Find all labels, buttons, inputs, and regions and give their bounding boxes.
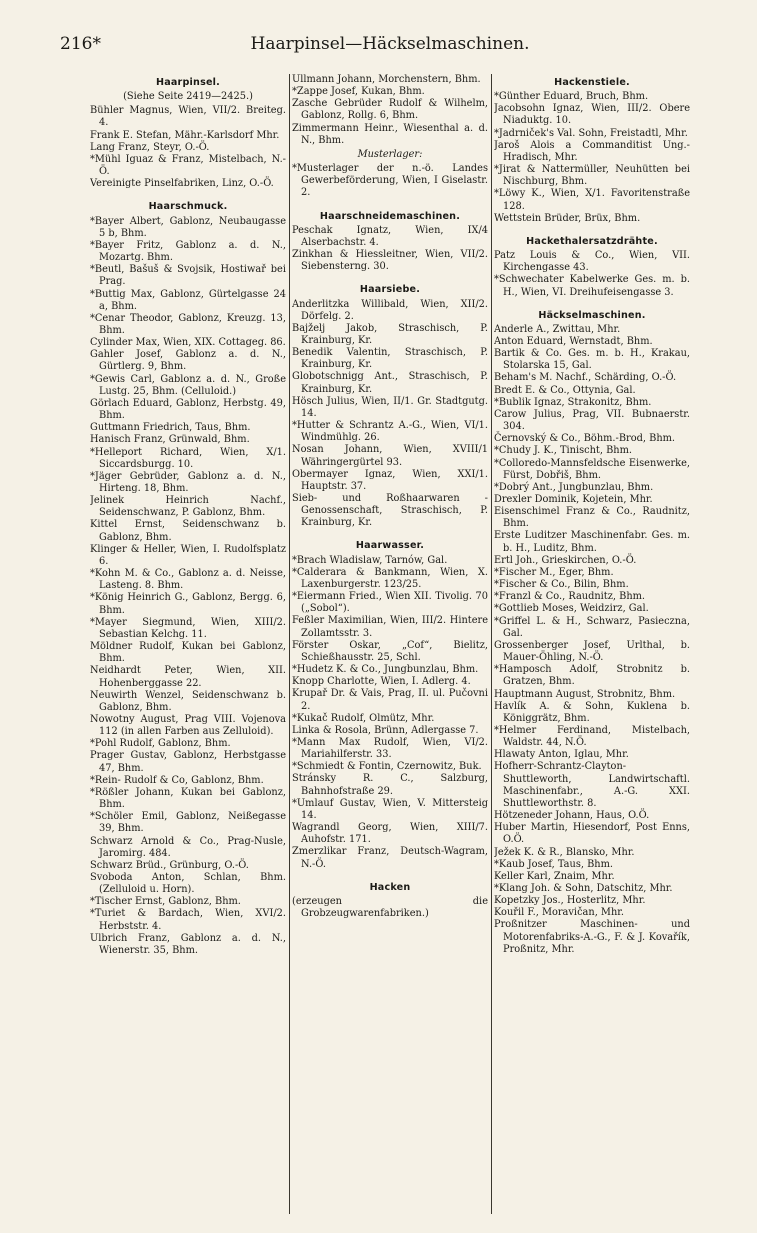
running-title: Haarpinsel—Häckselmaschinen.: [250, 34, 530, 54]
entry-list: [292, 163, 488, 199]
directory-entry: *Musterlager der n.-ö. Landes Gewerbeförderung, Wien, I Giselastr. 2.: [292, 163, 488, 199]
directory-entry: Eisenschimel Franz & Co., Raudnitz, Bhm.: [494, 506, 690, 530]
directory-entry: Patz Louis & Co., Wien, VII. Kirchengasse 43.: [494, 250, 690, 274]
column-divider: [289, 74, 290, 1214]
directory-entry: *Gewis Carl, Gablonz a. d. N., Große Lustg. 25, Bhm. (Celluloid.): [90, 373, 286, 397]
directory-entry: Lang Franz, Steyr, O.-Ö.: [90, 141, 210, 153]
directory-entry: Anderle A., Zwittau, Mhr.: [494, 323, 621, 335]
section-heading: Haarschneidemaschinen.: [319, 210, 461, 222]
entry-list: [292, 555, 488, 871]
directory-entry: *Schmiedt & Fontin, Czernowitz, Buk.: [292, 761, 482, 773]
directory-entry: *Fischer M., Eger, Bhm.: [494, 566, 614, 578]
directory-entry: Zimmermann Heinr., Wiesenthal a. d. N., Bhm.: [292, 122, 488, 146]
directory-entry: Grossenberger Josef, Urlthal, b. Mauer-Öhling, N.-Ö.: [494, 639, 690, 664]
directory-entry: *Zappe Josef, Kukan, Bhm.: [292, 86, 425, 98]
directory-entry: Knopp Charlotte, Wien, I. Adlerg. 4.: [292, 676, 471, 688]
directory-entry: Bredt E. & Co., Ottynia, Gal.: [494, 384, 636, 396]
directory-entry: *Franzl & Co., Raudnitz, Bhm.: [494, 591, 646, 603]
entry-list: [494, 250, 690, 299]
directory-entry: *Calderara & Bankmann, Wien, X. Laxenburgerstr. 123/25.: [292, 566, 488, 590]
running-header: [60, 34, 720, 58]
directory-entry: Benedik Valentin, Straschisch, P. Krainburg, Kr.: [292, 347, 488, 371]
directory-entry: *Dobrý Ant., Jungbunzlau, Bhm.: [494, 481, 654, 493]
directory-entry: *Mann Max Rudolf, Wien, VI/2. Mariahilferstr. 33.: [292, 736, 488, 761]
directory-entry: *Cenar Theodor, Gablonz, Kreuzg. 13, Bhm.: [90, 312, 286, 336]
directory-entry: Ertl Joh., Grieskirchen, O.-Ö.: [494, 554, 637, 566]
directory-entry: *Schwechater Kabelwerke Ges. m. b. H., Wien, VI. Dreihufeisengasse 3.: [494, 274, 690, 298]
directory-entry: Kopetzky Jos., Hosterlitz, Mhr.: [494, 895, 646, 907]
directory-entry: Guttmann Friedrich, Taus, Bhm.: [90, 422, 251, 434]
directory-entry: Neuwirth Wenzel, Seidenschwanz b. Gablonz, Bhm.: [90, 689, 286, 713]
directory-entry: (erzeugen die Grobzeugwarenfabriken.): [292, 895, 488, 919]
directory-entry: Krupař Dr. & Vais, Prag, II. ul. Pučovni 2.: [292, 688, 488, 712]
directory-entry: *Bublik Ignaz, Strakonitz, Bhm.: [494, 396, 652, 408]
section-heading: Häckselmaschinen.: [538, 309, 646, 321]
section-heading: Haarpinsel.: [155, 77, 221, 88]
directory-entry: *Klang Joh. & Sohn, Datschitz, Mhr.: [494, 883, 673, 894]
directory-entry: Globotschnigg Ant., Straschisch, P. Krainburg, Kr.: [292, 371, 488, 395]
directory-entry: *Chudy J. K., Tinischt, Bhm.: [494, 445, 633, 457]
directory-entry: Hanisch Franz, Grünwald, Bhm.: [90, 434, 250, 446]
page-number: 216*: [60, 34, 101, 54]
column-2: [292, 74, 488, 1214]
directory-entry: Ulbrich Franz, Gablonz a. d. N., Wienerstr. 35, Bhm.: [90, 932, 286, 956]
directory-entry: Sieb- und Roßhaarwaren - Genossenschaft, Straschisch, P. Krainburg, Kr.: [292, 493, 488, 529]
directory-entry: Schwarz Brüd., Grünburg, O.-Ö.: [90, 859, 249, 871]
directory-entry: Anderlitzka Willibald, Wien, XII/2. Dörfelg. 2.: [292, 298, 488, 322]
entry-list: [90, 105, 286, 190]
directory-entry: Bartik & Co. Ges. m. b. H., Krakau, Stolarska 15, Gal.: [494, 348, 690, 372]
directory-entry: *König Heinrich G., Gablonz, Bergg. 6, Bhm.: [90, 592, 286, 616]
directory-entry: *Bayer Albert, Gablonz, Neubaugasse 5 b, Bhm.: [90, 215, 286, 239]
directory-entry: Möldner Rudolf, Kukan bei Gablonz, Bhm.: [90, 641, 286, 665]
directory-entry: *Jirat & Nattermüller, Neuhütten bei Nischburg, Bhm.: [494, 164, 690, 188]
directory-entry: *Colloredo-Mannsfeldsche Eisenwerke, Fürst, Dobřiš, Bhm.: [494, 457, 690, 481]
directory-entry: Kouřil F., Moravičan, Mhr.: [494, 907, 624, 919]
directory-entry: Anton Eduard, Wernstadt, Bhm.: [494, 335, 653, 347]
directory-entry: Jelinek Heinrich Nachf., Seidenschwanz, P. Gablonz, Bhm.: [90, 495, 286, 519]
directory-entry: *Buttig Max, Gablonz, Gürtelgasse 24 a, Bhm.: [90, 288, 286, 312]
directory-entry: Stránsky R. C., Salzburg, Bahnhofstraße 29.: [292, 773, 488, 797]
section-heading: Haarschmuck.: [148, 201, 228, 213]
directory-entry: *Günther Eduard, Bruch, Bhm.: [494, 91, 649, 103]
directory-entry: *Helmer Ferdinand, Mistelbach, Waldstr. 44, N.Ö.: [494, 724, 690, 749]
directory-entry: Förster Oskar, „Cof“, Bielitz, Schießhausstr. 25, Schl.: [292, 639, 488, 663]
directory-entry: *Hutter & Schrantz A.-G., Wien, VI/1. Windmühlg. 26.: [292, 420, 488, 444]
directory-entry: Jaroš Alois a Commanditist Ung.-Hradisch, Mhr.: [494, 139, 690, 163]
section-heading: Haarsiebe.: [359, 284, 421, 296]
directory-entry: *Eiermann Fried., Wien XII. Tivolig. 70 („Sobol“).: [292, 591, 488, 615]
directory-entry: Jacobsohn Ignaz, Wien, III/2. Obere Niaduktg. 10.: [494, 103, 690, 127]
directory-entry: *Mayer Siegmund, Wien, XIII/2. Sebastian Kelchg. 11.: [90, 616, 286, 640]
directory-entry: Obermayer Ignaz, Wien, XXI/1. Hauptstr. 37.: [292, 468, 488, 492]
directory-entry: *Kukač Rudolf, Olmütz, Mhr.: [292, 712, 435, 724]
directory-entry: Linka & Rosola, Brünn, Adlergasse 7.: [292, 724, 479, 736]
directory-entry: Hofherr-Schrantz-Clayton-Shuttleworth, Landwirtschaftl. Maschinenfabr., A.-G. XXI. Shuttleworthstr. 8.: [494, 761, 690, 809]
directory-entry: Svoboda Anton, Schlan, Bhm. (Zelluloid u. Horn).: [90, 872, 286, 896]
directory-entry: Hauptmann August, Strobnitz, Bhm.: [494, 688, 676, 700]
directory-entry: *Helleport Richard, Wien, X/1. Siccardsburgg. 10.: [90, 446, 286, 470]
directory-entry: Ježek K. & R., Blansko, Mhr.: [494, 846, 635, 858]
entry-list: [292, 299, 488, 530]
directory-entry: Hösch Julius, Wien, II/1. Gr. Stadtgutg. 14.: [292, 395, 488, 419]
directory-entry: Prager Gustav, Gablonz, Herbstgasse 47, Bhm.: [90, 750, 286, 774]
directory-entry: Wettstein Brüder, Brüx, Bhm.: [494, 212, 641, 224]
section-heading: Hackenstiele.: [554, 77, 630, 88]
directory-entry: Bajželj Jakob, Straschisch, P. Krainburg, Kr.: [292, 322, 488, 346]
directory-entry: Bühler Magnus, Wien, VII/2. Breiteg. 4.: [90, 105, 286, 129]
column-divider: [491, 74, 492, 1214]
column-1: [90, 74, 286, 1214]
directory-entry: *Umlauf Gustav, Wien, V. Mittersteig 14.: [292, 797, 488, 821]
directory-entry: Huber Martin, Hiesendorf, Post Enns, O.Ö.: [494, 822, 690, 846]
entry-list: [292, 74, 488, 147]
directory-columns: [90, 74, 690, 1214]
entry-list: [494, 324, 690, 956]
directory-entry: Kittel Ernst, Seidenschwanz b. Gablonz, Bhm.: [90, 519, 286, 543]
directory-entry: *Rößler Johann, Kukan bei Gablonz, Bhm.: [90, 786, 286, 811]
directory-entry: *Mühl Iguaz & Franz, Mistelbach, N.-Ö.: [90, 153, 286, 178]
directory-entry: *Kaub Josef, Taus, Bhm.: [494, 858, 614, 870]
directory-entry: *Fischer & Co., Bilin, Bhm.: [494, 579, 629, 591]
directory-entry: Havlík A. & Sohn, Kuklena b. Königgrätz, Bhm.: [494, 700, 690, 724]
directory-entry: Klinger & Heller, Wien, I. Rudolfsplatz 6.: [90, 543, 286, 567]
directory-entry: Wagrandl Georg, Wien, XIII/7. Auhofstr. 171.: [292, 822, 488, 846]
column-3: [494, 74, 690, 1214]
directory-entry: Drexler Dominik, Kojetein, Mhr.: [494, 494, 653, 505]
directory-entry: Neidhardt Peter, Wien, XII. Hohenberggasse 22.: [90, 665, 286, 689]
directory-entry: Carow Julius, Prag, VII. Bubnaerstr. 304.: [494, 408, 690, 433]
directory-entry: Erste Luditzer Maschinenfabr. Ges. m. b. H., Luditz, Bhm.: [494, 530, 690, 554]
directory-entry: Proßnitzer Maschinen- und Motorenfabriks-A.-G., F. & J. Kovařík, Proßnitz, Mhr.: [494, 919, 690, 955]
directory-entry: Zinkhan & Hiessleitner, Wien, VII/2. Siebensterng. 30.: [292, 249, 488, 273]
directory-entry: Nosan Johann, Wien, XVIII/1 Währingergürtel 93.: [292, 444, 488, 468]
directory-entry: *Löwy K., Wien, X/1. Favoritenstraße 128.: [494, 188, 690, 212]
entry-list: [292, 225, 488, 274]
directory-entry: *Kohn M. & Co., Gablonz a. d. Neisse, Lasteng. 8. Bhm.: [90, 568, 286, 592]
directory-entry: Nowotny August, Prag VIII. Vojenova 112 (in allen Farben aus Zelluloid).: [90, 713, 286, 738]
directory-entry: *Jadrniček's Val. Sohn, Freistadtl, Mhr.: [494, 127, 688, 139]
directory-entry: *Schöler Emil, Gablonz, Neißegasse 39, Bhm.: [90, 811, 286, 835]
directory-entry: *Hamposch Adolf, Strobnitz b. Gratzen, Bhm.: [494, 664, 690, 688]
directory-entry: Beham's M. Nachf., Schärding, O.-Ö.: [494, 372, 677, 384]
directory-entry: Cylinder Max, Wien, XIX. Cottageg. 86.: [90, 337, 286, 349]
section-heading: Haarwasser.: [355, 540, 425, 552]
directory-entry: Keller Karl, Znaim, Mhr.: [494, 870, 615, 882]
directory-entry: Hlawaty Anton, Iglau, Mhr.: [494, 749, 629, 761]
directory-entry: Zasche Gebrüder Rudolf & Wilhelm, Gablonz, Rollg. 6, Bhm.: [292, 98, 488, 122]
directory-entry: Peschak Ignatz, Wien, IX/4 Alserbachstr. 4.: [292, 224, 488, 248]
directory-entry: Černovský & Co., Böhm.-Brod, Bhm.: [494, 433, 676, 445]
directory-entry: Hötzeneder Johann, Haus, O.Ö.: [494, 810, 650, 822]
directory-entry: *Rein- Rudolf & Co, Gablonz, Bhm.: [90, 774, 264, 786]
directory-entry: Zmerzlikar Franz, Deutsch-Wagram, N.-Ö.: [292, 846, 488, 870]
directory-entry: Ullmann Johann, Morchenstern, Bhm.: [292, 74, 481, 85]
directory-entry: Feßler Maximilian, Wien, III/2. Hintere Zollamtsstr. 3.: [292, 615, 488, 639]
directory-entry: *Turiet & Bardach, Wien, XVI/2. Herbststr. 4.: [90, 908, 286, 932]
musterlager-label: Musterlager:: [357, 148, 423, 160]
section-heading: Hacken: [369, 881, 411, 893]
directory-entry: *Hudetz K. & Co., Jungbunzlau, Bhm.: [292, 664, 479, 676]
entry-list: [292, 896, 488, 920]
directory-entry: Görlach Eduard, Gablonz, Herbstg. 49, Bhm.: [90, 397, 286, 422]
directory-entry: *Gottlieb Moses, Weidzirz, Gal.: [494, 603, 649, 615]
section-heading: Hackethalersatzdrähte.: [526, 235, 658, 247]
directory-entry: Gahler Josef, Gablonz a. d. N., Gürtlerg. 9, Bhm.: [90, 349, 286, 373]
directory-entry: *Griffel L. & H., Schwarz, Pasieczna, Gal.: [494, 615, 690, 639]
directory-entry: Vereinigte Pinselfabriken, Linz, O.-Ö.: [90, 178, 274, 190]
directory-entry: *Jäger Gebrüder, Gablonz a. d. N., Hirteng. 18, Bhm.: [90, 470, 286, 494]
section-note: (Siehe Seite 2419—2425.): [123, 91, 253, 103]
directory-entry: *Brach Wladislaw, Tarnów, Gal.: [292, 554, 448, 566]
directory-entry: *Bayer Fritz, Gablonz a. d. N., Mozartg. Bhm.: [90, 239, 286, 264]
directory-entry: *Beutl, Bašuš & Svojsik, Hostiwař bei Prag.: [90, 264, 286, 288]
directory-entry: *Pohl Rudolf, Gablonz, Bhm.: [90, 738, 231, 750]
entry-list: [494, 91, 690, 225]
directory-entry: *Tischer Ernst, Gablonz, Bhm.: [90, 896, 241, 908]
directory-entry: Frank E. Stefan, Mähr.-Karlsdorf Mhr.: [90, 129, 280, 141]
directory-entry: Schwarz Arnold & Co., Prag-Nusle, Jaromirg. 484.: [90, 835, 286, 859]
entry-list: [90, 216, 286, 958]
